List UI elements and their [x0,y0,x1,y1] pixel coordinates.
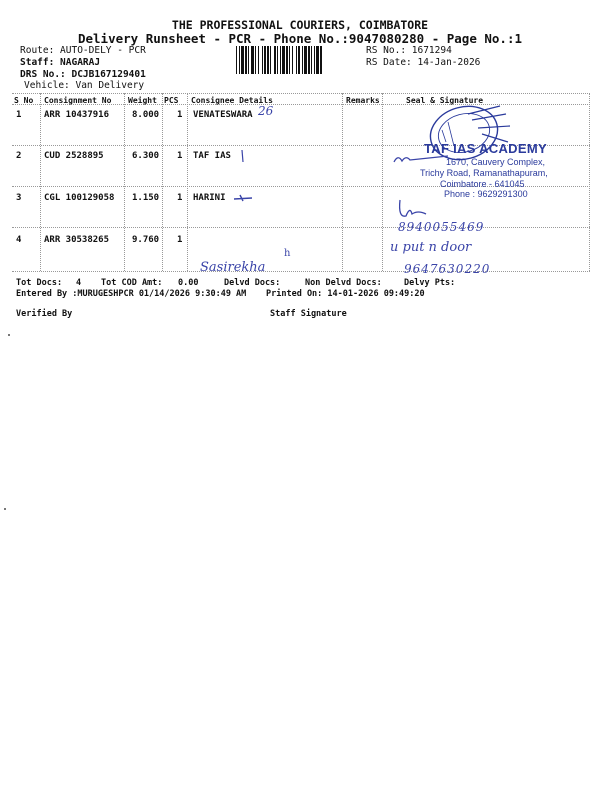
row-divider [12,227,590,228]
printed-on: Printed On: 14-01-2026 09:49:20 [266,289,425,299]
entered-by: Entered By :MURUGESHPCR 01/14/2026 9:30:49 AM [16,289,247,299]
staff-signature-label: Staff Signature [270,309,347,319]
col-header-seal: Seal & Signature [406,96,484,105]
vehicle-label: Vehicle: Van Delivery [24,80,145,91]
delvy-pts-label: Delvy Pts: [404,278,456,288]
column-divider [342,93,343,271]
weight-value: 8.000 [132,110,160,120]
signature-scribble-icon [396,196,430,222]
consignment-no: CGL 100129058 [44,193,115,203]
consignee-name: VENATESWARA [193,110,253,120]
col-header-pcs: PCS [164,96,179,105]
table-bottom-rule [12,271,590,272]
handwritten-note: h [284,248,291,259]
route-label: Route: AUTO-DELY - PCR [20,45,146,56]
table-row: 4 [16,235,22,245]
pcs-value: 1 [177,151,183,161]
stamp-title: TAF IAS ACADEMY [424,141,547,156]
table-top-rule [12,93,590,94]
consignment-no: ARR 10437916 [44,110,110,120]
pcs-value: 1 [177,193,183,203]
column-divider [40,93,41,271]
rs-number: RS No.: 1671294 [366,45,452,56]
consignment-no: ARR 30538265 [44,235,110,245]
pen-mark-icon [232,193,254,203]
consignment-no: CUD 2528895 [44,151,104,161]
weight-value: 6.300 [132,151,160,161]
tot-cod-label: Tot COD Amt: [101,278,163,288]
col-header-consignee: Consignee Details [191,96,273,105]
rs-date: RS Date: 14-Jan-2026 [366,57,481,68]
scan-speck [4,508,6,510]
signature-scribble-icon [392,152,450,166]
col-header-weight: Weight [128,96,157,105]
company-title: THE PROFESSIONAL COURIERS, COIMBATORE [171,18,429,32]
pen-mark-icon [238,148,248,164]
scan-speck [8,334,10,336]
handwritten-receiver: Sasirekha [200,260,266,275]
stamp-address-line: 1670, Cauvery Complex, [446,157,546,167]
handwritten-phone: 8940055469 [398,220,485,234]
col-header-remarks: Remarks [346,96,380,105]
column-divider [124,93,125,271]
table-row: 3 [16,193,22,203]
tot-docs-label: Tot Docs: [16,278,63,288]
column-divider [382,93,383,271]
stamp-phone: Phone : 9629291300 [444,189,528,199]
handwritten-note: 26 [258,104,274,118]
pcs-value: 1 [177,110,183,120]
consignee-name: HARINI [193,193,226,203]
table-row: 1 [16,110,22,120]
pcs-value: 1 [177,235,183,245]
handwritten-note: u put n door [390,240,472,255]
col-header-sno: S No [14,96,34,105]
table-row: 2 [16,151,22,161]
column-divider [187,93,188,271]
column-divider [162,93,163,271]
delvd-docs-label: Delvd Docs: [224,278,281,288]
weight-value: 1.150 [132,193,160,203]
stamp-address-line: Trichy Road, Ramanathapuram, [420,168,548,178]
tot-docs-value: 4 [76,278,82,288]
consignee-name: TAF IAS [193,151,231,161]
weight-value: 9.760 [132,235,160,245]
drs-number: DRS No.: DCJB167129401 [20,69,146,80]
handwritten-phone: 9647630220 [404,262,491,276]
tot-cod-value: 0.00 [178,278,199,288]
non-delvd-label: Non Delvd Docs: [305,278,382,288]
column-divider [589,93,590,271]
staff-label: Staff: NAGARAJ [20,57,101,68]
runsheet-subtitle: Delivery Runsheet - PCR - Phone No.:9047080280 - Page No.:1 [77,31,522,46]
col-header-consignment: Consignment No [44,96,112,105]
verified-by-label: Verified By [16,309,73,319]
stamp-address-line: Coimbatore - 641045 [440,179,525,189]
barcode [236,46,360,74]
